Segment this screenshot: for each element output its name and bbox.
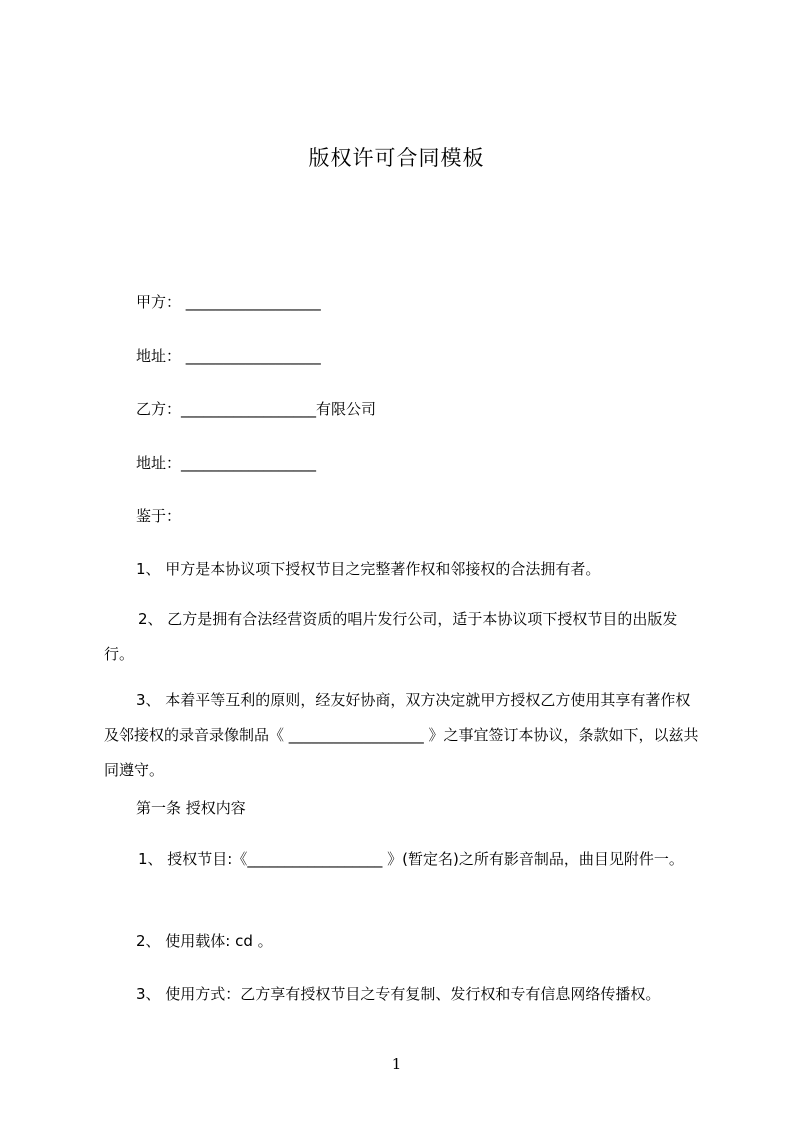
clause-2: 2、 使用载体: cd 。 [136,932,273,950]
article-1-heading: 第一条 授权内容 [136,799,246,817]
recital-3: 3、 本着平等互利的原则，经友好协商，双方决定就甲方授权乙方使用其享有著作权及邻接权的录音录像制品《 __________________ 》之事宜签订本协议，条款如下，以兹共同遵守。 [104,691,699,779]
party-b-line: 乙方：__________________有限公司 [136,400,377,418]
recital-1: 1、 甲方是本协议项下授权节目之完整著作权和邻接权的合法拥有者。 [136,560,601,578]
party-a-address-line: 地址： __________________ [136,347,321,365]
party-a-line: 甲方： __________________ [136,293,321,311]
recital-2: 2、 乙方是拥有合法经营资质的唱片发行公司，适于本协议项下授权节目的出版发行。 [104,610,678,663]
whereas-heading: 鉴于： [136,507,182,525]
party-b-address-line: 地址：__________________ [136,454,317,472]
document-title: 版权许可合同模板 [308,146,485,170]
page-number: 1 [391,1055,402,1073]
clause-3: 3、 使用方式：乙方享有授权节目之专有复制、发行权和专有信息网络传播权。 [136,985,661,1003]
clause-1: 1、 授权节目:《__________________ 》(暂定名)之所有影音制品，曲目见附件一。 [138,850,684,868]
